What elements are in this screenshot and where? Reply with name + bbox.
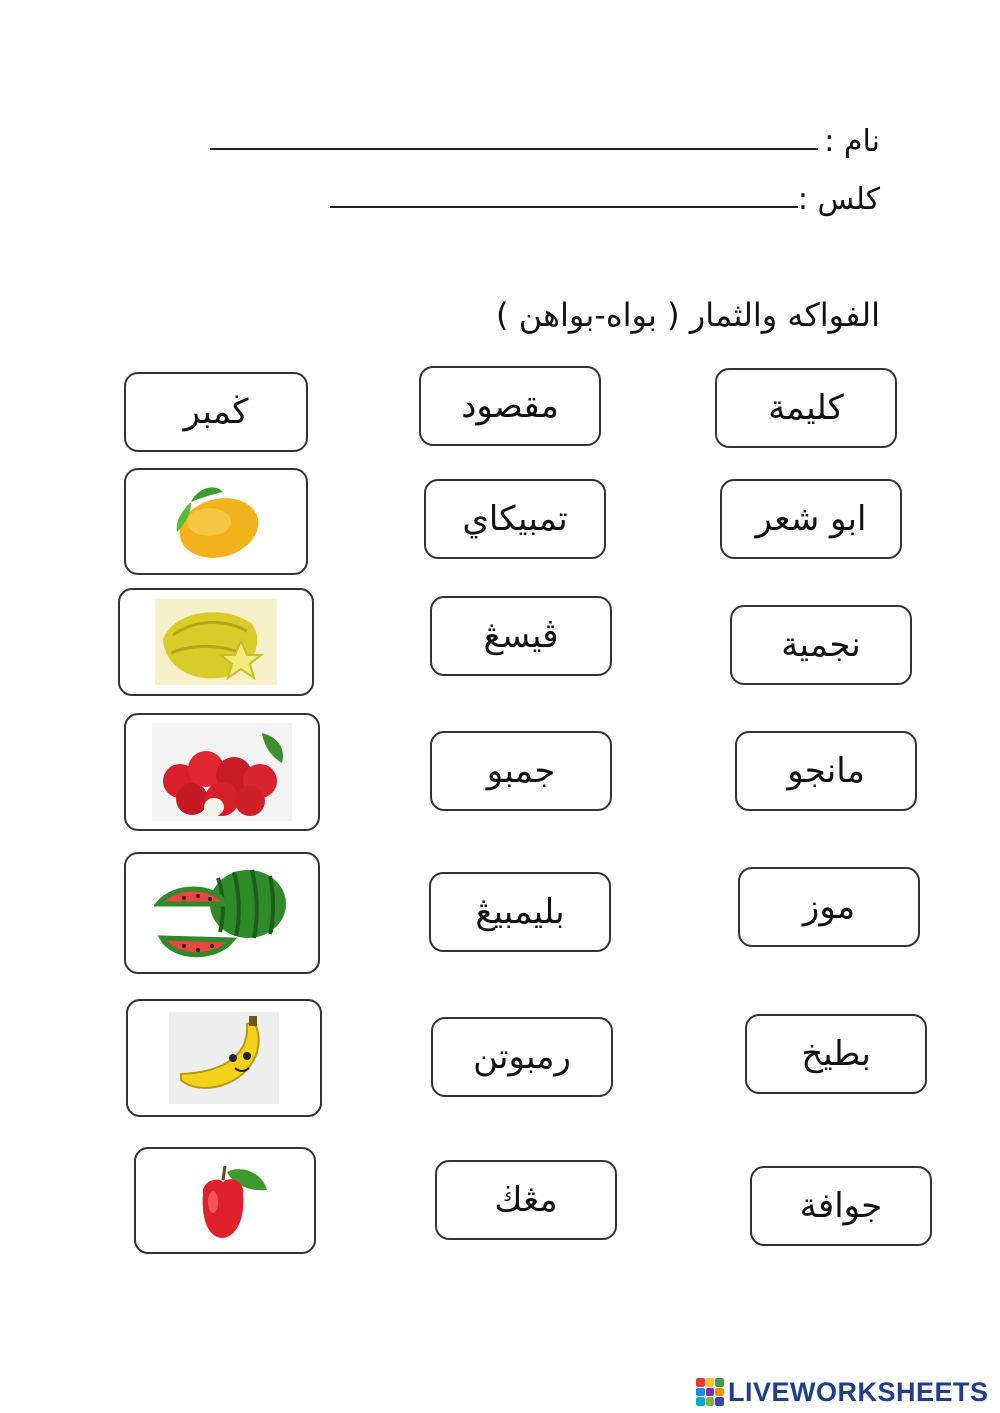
- right-card-3[interactable]: نجمية: [730, 605, 912, 685]
- name-field: [824, 124, 880, 159]
- left-card-6[interactable]: [126, 999, 322, 1117]
- right-card-1[interactable]: كليمة: [715, 368, 897, 448]
- middle-card-3[interactable]: ڤيسڠ: [430, 596, 612, 676]
- right-card-7[interactable]: جوافة: [750, 1166, 932, 1246]
- starfruit-icon: [155, 599, 277, 685]
- liveworksheets-logo[interactable]: [696, 1375, 989, 1409]
- right-card-5[interactable]: موز: [738, 867, 920, 947]
- left-card-7[interactable]: [134, 1147, 316, 1254]
- class-field: [798, 182, 880, 217]
- left-card-1[interactable]: ڬمبر: [124, 372, 308, 452]
- banana-icon: [169, 1012, 279, 1104]
- right-card-6[interactable]: بطيخ: [745, 1014, 927, 1094]
- rambutan-icon: [152, 723, 292, 821]
- middle-card-4[interactable]: جمبو: [430, 731, 612, 811]
- rose-apple-icon: [177, 1158, 273, 1244]
- right-card-4[interactable]: مانجو: [735, 731, 917, 811]
- class-answer-line[interactable]: [330, 206, 798, 208]
- left-card-3[interactable]: [118, 588, 314, 696]
- middle-card-6[interactable]: رمبوتن: [431, 1017, 613, 1097]
- mango-icon: [161, 480, 271, 564]
- logo-mark-icon: [696, 1378, 724, 1406]
- logo-text: LIVEWORKSHEETS: [728, 1376, 989, 1407]
- middle-card-1[interactable]: مقصود: [419, 366, 601, 446]
- worksheet-title: الفواكه والثمار ( بواه-بواهن ): [496, 296, 880, 334]
- name-answer-line[interactable]: [210, 148, 818, 150]
- left-card-2[interactable]: [124, 468, 308, 575]
- class-label: كلس :: [797, 182, 880, 217]
- left-card-4[interactable]: [124, 713, 320, 831]
- middle-card-7[interactable]: مڠڬ: [435, 1160, 617, 1240]
- left-card-5[interactable]: [124, 852, 320, 974]
- name-label: نام :: [824, 124, 880, 159]
- middle-card-5[interactable]: بليمبيڠ: [429, 872, 611, 952]
- middle-card-2[interactable]: تمبيكاي: [424, 479, 606, 559]
- right-card-2[interactable]: ابو شعر: [720, 479, 902, 559]
- watermelon-icon: [154, 864, 290, 962]
